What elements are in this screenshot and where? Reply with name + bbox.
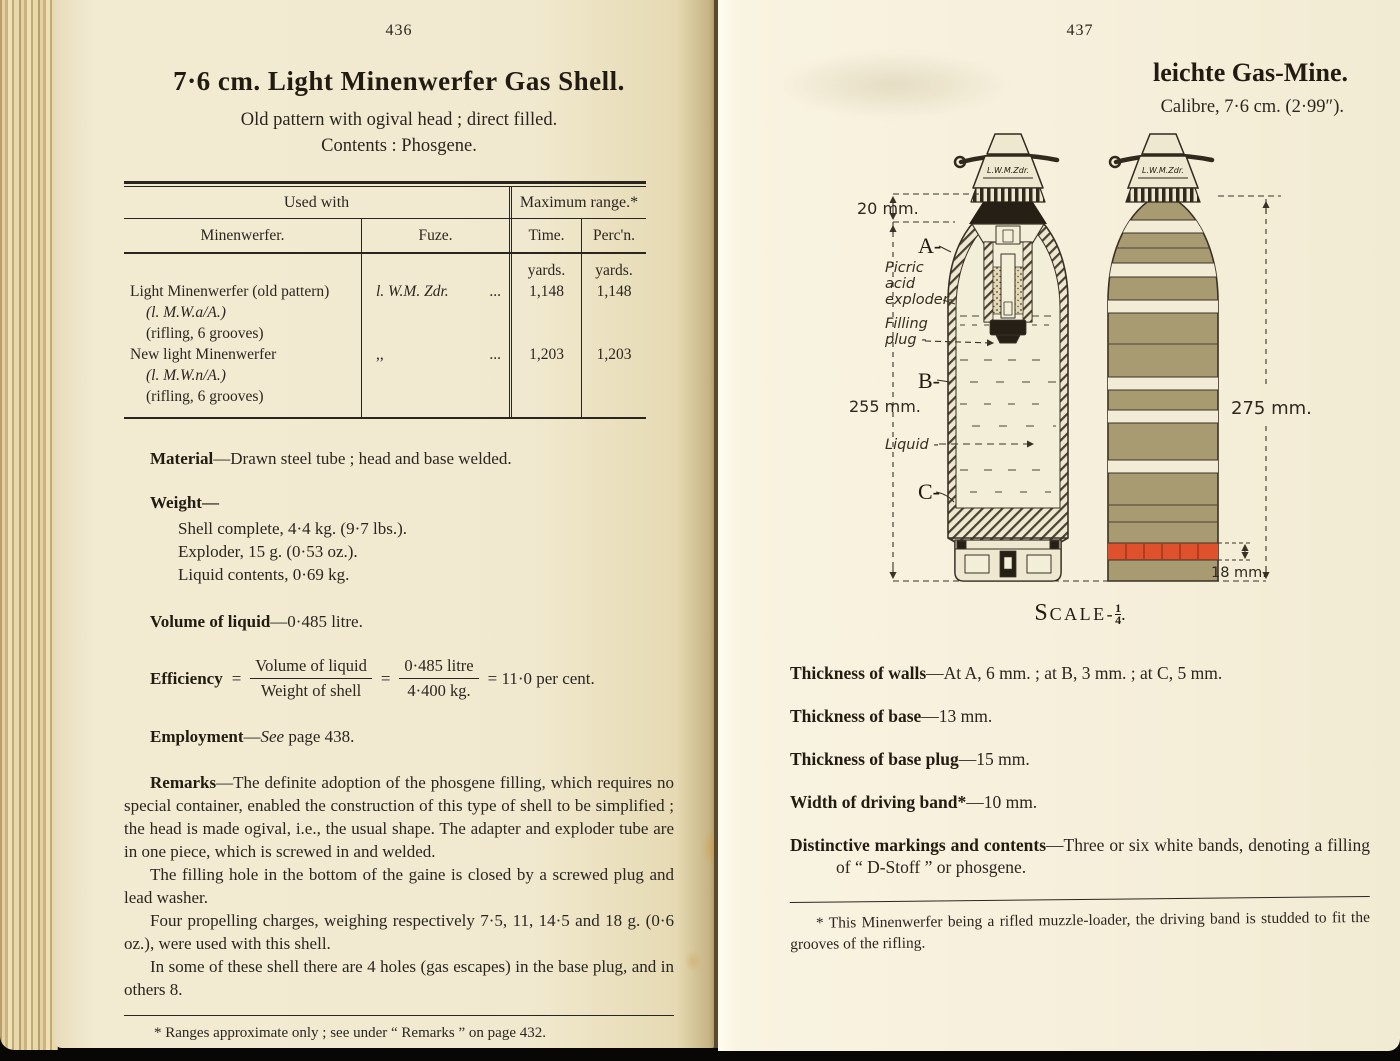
volume-label: Volume of liquid xyxy=(150,612,271,631)
table-cell-range: 1,148 xyxy=(529,283,564,300)
spec-thickness-base-plug xyxy=(790,748,1370,770)
weight-item: Exploder, 15 g. (0·53 oz.). xyxy=(178,542,358,561)
shell-exterior xyxy=(1103,134,1223,581)
section-volume xyxy=(124,612,674,632)
calibre-subtitle: Calibre, 7·6 cm. (2·99″). xyxy=(1160,97,1344,117)
shell-cross-section xyxy=(948,134,1068,581)
subtitle-contents: Contents : Phosgene. xyxy=(321,136,477,156)
dim-20mm-label: 20 mm. xyxy=(857,199,919,218)
weight-item: Liquid contents, 0·69 kg. xyxy=(178,565,350,584)
table-cell: (rifling, 6 grooves) xyxy=(146,388,264,405)
units-label: yards. xyxy=(527,262,566,279)
white-band xyxy=(1103,460,1223,473)
remarks-text: —The definite adoption of the phosgene filling, which requires no special container, enabled the construction of this type of shell to be simplified ; the head is made ogival, i.e., the usual shape. The adapter and exploder tube are in one piece, which is screwed in and welded. xyxy=(124,773,674,861)
remarks-paragraph-3: Four propelling charges, weighing respectively 7·5, 11, 14·5 and 18 g. (0·6 oz.), were used with this shell. xyxy=(124,911,674,953)
table-cell-range: 1,203 xyxy=(529,346,564,363)
section-remarks xyxy=(124,771,674,1001)
material-text: —Drawn steel tube ; head and base welded. xyxy=(213,449,512,468)
col-header-minenwerfer: Minenwerfer. xyxy=(200,227,285,244)
white-band xyxy=(1103,220,1223,233)
base-plug-assembly xyxy=(955,540,1061,581)
section-efficiency xyxy=(124,656,674,701)
spec-thickness-base xyxy=(790,705,1370,727)
spec-label: Distinctive markings and contents xyxy=(790,835,1047,855)
left-page xyxy=(54,0,716,1048)
weight-label: Weight— xyxy=(150,493,219,512)
weight-item: Shell complete, 4·4 kg. (9·7 lbs.). xyxy=(178,519,407,538)
units-label: yards. xyxy=(595,262,633,279)
dim-275mm-label: 275 mm. xyxy=(1231,398,1312,419)
spec-distinctive-markings xyxy=(790,834,1370,878)
em-dash: — xyxy=(243,727,261,746)
scale-caption-initial: S xyxy=(1034,600,1050,626)
page-title-right: leichte Gas-Mine. xyxy=(1153,58,1348,87)
spec-text: —15 mm. xyxy=(958,749,1030,769)
liquid-label: Liquid - xyxy=(885,437,939,453)
filling-plug-shape xyxy=(990,320,1026,335)
table-top-rule xyxy=(124,181,646,184)
table-col-minenwerfer xyxy=(124,254,361,417)
col-header-fuze: Fuze. xyxy=(361,219,509,252)
footnote-right xyxy=(790,896,1371,955)
fuze-cap-left xyxy=(955,134,1057,202)
spec-list xyxy=(790,662,1370,878)
remarks-label: Remarks xyxy=(150,773,217,792)
book-page-edges xyxy=(0,0,58,1050)
scale-caption xyxy=(790,600,1370,627)
shell-head-dark xyxy=(969,202,1047,224)
section-weight xyxy=(124,493,674,586)
volume-text: —0·485 litre. xyxy=(270,612,363,631)
scale-fraction-num: 1 xyxy=(1115,601,1122,615)
shell-diagram-svg xyxy=(833,122,1338,622)
fuze-cap-right xyxy=(1110,134,1212,202)
fraction-denominator: Weight of shell xyxy=(260,681,362,700)
remarks-paragraph-4: In some of these shell there are 4 holes (gas escapes) in the base plug, and in others 8. xyxy=(124,957,674,999)
table-col-fuze xyxy=(361,254,509,417)
group-header-used-with: Used with xyxy=(283,194,350,211)
employment-label: Employment xyxy=(150,727,244,746)
section-employment xyxy=(124,727,674,747)
table-cell: Light Minenwerfer (old pattern) xyxy=(130,283,330,300)
see-reference: See xyxy=(260,727,285,746)
efficiency-result: = 11·0 per cent. xyxy=(487,668,595,688)
white-band xyxy=(1103,263,1223,277)
table-cell-range: 1,148 xyxy=(596,283,632,300)
scale-caption-word: CALE- xyxy=(1049,604,1116,624)
weight-items xyxy=(150,517,674,586)
employment-text: page 438. xyxy=(284,727,355,746)
spec-thickness-walls xyxy=(790,662,1370,684)
subtitle-pattern: Old pattern with ogival head ; direct filled. xyxy=(240,110,558,130)
col-header-percn: Perc'n. xyxy=(581,219,646,252)
spec-text: —Three or six white bands, denoting a filling of “ D-Stoff ” or phosgene. xyxy=(836,835,1371,877)
range-table xyxy=(124,181,646,419)
picric-acid-exploder-left-pocket xyxy=(993,267,1001,314)
dim-255mm-label: 255 mm. xyxy=(849,397,921,416)
table-column-header-row xyxy=(124,219,646,254)
table-cell-fuze: l. W.M. Zdr. xyxy=(376,283,449,300)
footnote-right-text: * This Minenwerfer being a rifled muzzle-loader, the driving band is studded to fit the grooves of the rifling. xyxy=(790,908,1371,954)
table-cell-range: 1,203 xyxy=(596,346,632,363)
table-body xyxy=(124,254,646,417)
fuze-stamp-right: L.W.M.Zdr. xyxy=(1142,166,1184,175)
spec-text: —10 mm. xyxy=(966,792,1038,812)
table-col-time xyxy=(509,254,581,417)
fuze-time-ring xyxy=(1126,188,1200,202)
picric-label-line3: exploder- xyxy=(885,292,954,308)
filling-plug-label-line2: plug - xyxy=(885,332,927,348)
section-material xyxy=(124,449,674,469)
page-number-right: 437 xyxy=(1066,22,1094,39)
efficiency-label: Efficiency xyxy=(150,668,223,688)
white-band xyxy=(1103,377,1223,390)
fraction-numerator: Volume of liquid xyxy=(250,656,372,679)
leader-dots: ... xyxy=(489,346,501,363)
filling-plug-label-line1: Filling xyxy=(885,316,928,332)
right-page xyxy=(718,0,1400,1051)
driving-band xyxy=(1103,543,1223,560)
equals-sign: = xyxy=(231,668,242,688)
spec-label: Thickness of base xyxy=(790,706,922,726)
fuze-time-ring xyxy=(971,188,1045,202)
spec-driving-band-width xyxy=(790,791,1370,813)
table-cell-fuze-ditto: ,, xyxy=(376,346,384,363)
table-group-header-row xyxy=(124,187,646,219)
remarks-paragraph-1 xyxy=(124,771,674,863)
white-band xyxy=(1103,410,1223,423)
table-cell: New light Minenwerfer xyxy=(130,346,277,363)
table-col-percn xyxy=(581,254,646,417)
equals-sign: = xyxy=(380,668,391,688)
picric-label-line1: Picric xyxy=(885,260,924,276)
white-band xyxy=(1103,300,1223,313)
table-cell: (l. M.W.a/A.) xyxy=(146,304,226,321)
footnote-left xyxy=(124,1015,674,1042)
table-cell: (rifling, 6 grooves) xyxy=(146,325,264,342)
leader-dots: ... xyxy=(489,283,501,300)
wall-point-b-label: B- xyxy=(918,368,940,393)
fraction-denominator: 4·400 kg. xyxy=(407,681,471,700)
picric-acid-exploder-right-pocket xyxy=(1015,267,1023,314)
scale-fraction-den: 4 xyxy=(1115,613,1122,627)
dim-18mm-label: 18 mm. xyxy=(1211,565,1267,581)
shell-diagram xyxy=(790,122,1370,650)
spec-text: —13 mm. xyxy=(921,706,993,726)
picric-label-line2: acid xyxy=(885,276,916,292)
scale-caption-period: . xyxy=(1121,604,1126,624)
group-header-max-range: Maximum range.* xyxy=(509,187,646,218)
page-title-left: 7·6 cm. Light Minenwerfer Gas Shell. xyxy=(173,66,625,96)
wall-point-a-label: A- xyxy=(918,233,942,258)
spec-text: —At A, 6 mm. ; at B, 3 mm. ; at C, 5 mm. xyxy=(926,663,1223,683)
remarks-paragraph-2: The filling hole in the bottom of the gaine is closed by a screwed plug and lead washer. xyxy=(124,865,674,907)
col-header-time: Time. xyxy=(509,219,581,252)
spec-label: Width of driving band* xyxy=(790,792,967,812)
fraction-definition xyxy=(250,656,372,701)
spec-label: Thickness of walls xyxy=(790,663,927,683)
fuze-stamp-left: L.W.M.Zdr. xyxy=(987,166,1029,175)
fraction-values xyxy=(399,656,478,701)
wall-point-c-label: C- xyxy=(918,479,940,504)
page-number-left: 436 xyxy=(385,22,413,39)
table-cell: (l. M.W.n/A.) xyxy=(146,367,226,384)
material-label: Material xyxy=(150,449,214,468)
fraction-numerator: 0·485 litre xyxy=(399,656,478,679)
footnote-left-text: * Ranges approximate only ; see under “ Remarks ” on page 432. xyxy=(154,1025,546,1041)
spec-label: Thickness of base plug xyxy=(790,749,959,769)
